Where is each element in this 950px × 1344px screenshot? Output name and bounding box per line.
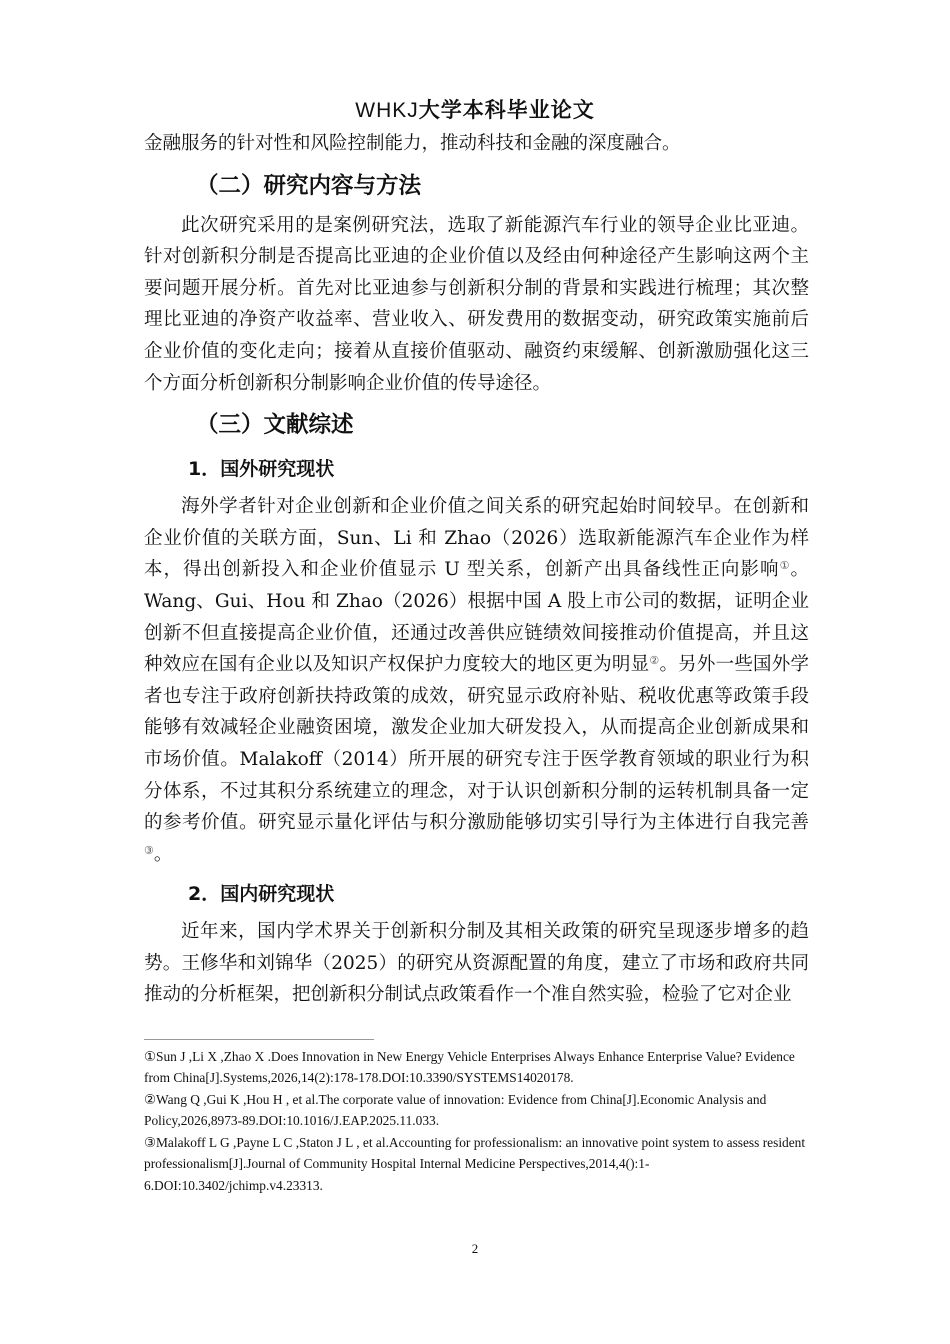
footnote-1: ①Sun J ,Li X ,Zhao X .Does Innovation in New Energy Vehicle Enterprises Always Enhance Enterprise Value? Evidence from China[J].Systems,2026,14(2):178-178.DOI:10.3390/SYSTEMS14020178.	[144, 1049, 795, 1086]
text-run: 。另外一些国外学者也专注于政府创新扶持政策的成效，研究显示政府补贴、税收优惠等政策手段能够有效减轻企业融资困境，激发企业加大研发投入，从而提高企业创新成果和市场价值。Malakoff（2014）所开展的研究专注于医学教育领域的职业行为积分体系，不过其积分系统建立的理念，对于认识创新积分制的运转机制具备一定的参考价值。研究显示量化评估与积分激励能够切实引导行为主体进行自我完善	[144, 654, 809, 834]
running-header	[0, 94, 950, 124]
paragraph-foreign-research	[144, 491, 809, 870]
header-latin: WHKJ	[355, 99, 419, 122]
page-number: 2	[471, 1241, 479, 1256]
footnote-2: ②Wang Q ,Gui K ,Hou H , et al.The corporate value of innovation: Evidence from China[J].Economic Analysis and Policy,2026,8973-89.DOI:10.1016/J.EAP.2025.11.033.	[144, 1092, 767, 1129]
footnotes	[144, 1046, 810, 1197]
header-title: 大学本科毕业论文	[418, 98, 595, 122]
subsection-heading-domestic: 2．国内研究现状	[188, 883, 335, 906]
footnote-ref-1[interactable]: ①	[779, 559, 791, 573]
paragraph-research-content: 此次研究采用的是案例研究法，选取了新能源汽车行业的领导企业比亚迪。针对创新积分制是否提高比亚迪的企业价值以及经由何种途径产生影响这两个主要问题开展分析。首先对比亚迪参与创新积分制的背景和实践进行梳理；其次整理比亚迪的净资产收益率、营业收入、研发费用的数据变动，研究政策实施前后企业价值的变化走向；接着从直接价值驱动、融资约束缓解、创新激励强化这三个方面分析创新积分制影响企业价值的传导途径。	[144, 214, 809, 394]
section-heading-research-content: （二）研究内容与方法	[196, 172, 422, 199]
main-body	[144, 128, 809, 1011]
text-run: 海外学者针对企业创新和企业价值之间关系的研究起始时间较早。在创新和企业价值的关联方面，Sun、Li 和 Zhao（2026）选取新能源汽车企业作为样本，得出创新投入和企业价值显示 U 型关系，创新产出具备线性正向影响	[144, 496, 809, 581]
footnote-ref-2[interactable]: ②	[649, 654, 660, 668]
text-run: 。Wang、Gui、Hou 和 Zhao（2026）根据中国 A 股上市公司的数据，证明企业创新不但直接提高企业价值，还通过改善供应链绩效间接推动价值提高，并且这种效应在国有企业以及知识产权保护力度较大的地区更为明显	[144, 559, 809, 676]
paragraph-domestic-research: 近年来，国内学术界关于创新积分制及其相关政策的研究呈现逐步增多的趋势。王修华和刘锦华（2025）的研究从资源配置的角度，建立了市场和政府共同推动的分析框架，把创新积分制试点政策看作一个准自然实验，检验了它对企业	[144, 921, 809, 1006]
footnote-3: ③Malakoff L G ,Payne L C ,Staton J L , et al.Accounting for professionalism: an innovative point system to assess resident professionalism[J].Journal of Community Hospital Internal Medicine Perspectives,2014,4():1-6.DOI:10.3402/jchimp.v4.23313.	[144, 1135, 806, 1193]
footnote-ref-3[interactable]: ③	[144, 843, 154, 857]
paragraph-intro-tail: 金融服务的针对性和风险控制能力，推动科技和金融的深度融合。	[144, 133, 681, 154]
subsection-heading-foreign: 1．国外研究现状	[188, 458, 335, 481]
text-run: 。	[153, 843, 173, 865]
section-heading-literature-review: （三）文献综述	[196, 412, 354, 439]
footnote-divider	[144, 1039, 374, 1040]
